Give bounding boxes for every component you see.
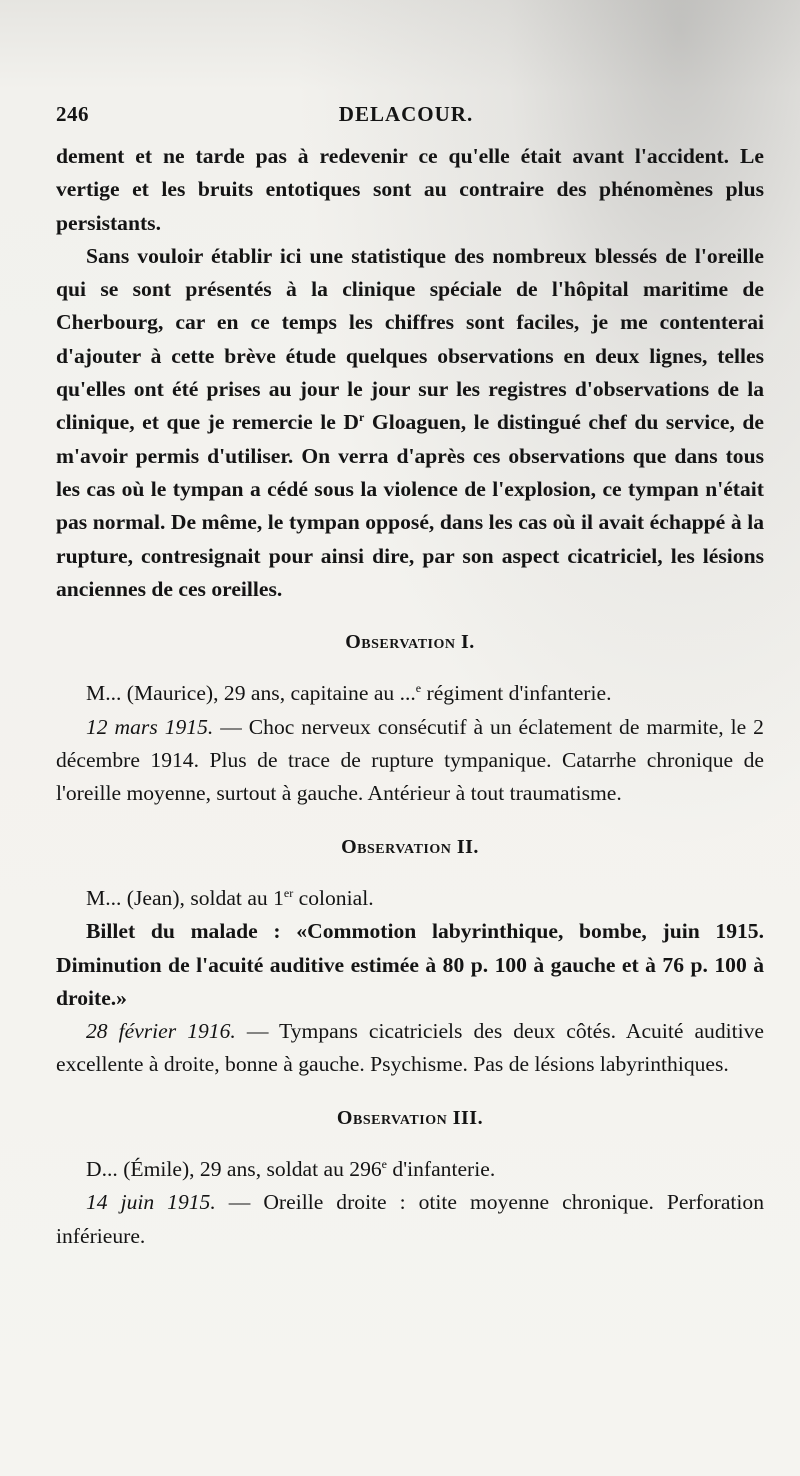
entry-date: 12 mars 1915.: [86, 714, 214, 739]
patient-unit: d'infanterie.: [387, 1157, 496, 1182]
paragraph-statistics-part2: Gloaguen, le distingué chef du service, de m'avoir permis d'utiliser. On verra d'après ces observations que dans tous les cas où le tympan a cédé sous la violence de l'explosion, ce tympan n'était pas normal. De même, le tympan opposé, dans les cas où il avait échappé à la rupture, contresignait pour ainsi dire, par son aspect cicatriciel, les lésions anciennes de ces oreilles.: [56, 410, 765, 601]
patient-name: M... (Maurice), 29 ans, capitaine au ...: [86, 681, 416, 706]
body-text: [56, 140, 764, 1253]
observation-heading-3: Observation III.: [336, 1106, 484, 1129]
paragraph-statistics-part1: Sans vouloir établir ici une statistique des nombreux blessés de l'oreille qui se sont présentés à la clinique spéciale de l'hôpital maritime de Cherbourg, car en ce temps les chiffres sont faciles, je me contenterai d'ajouter à cette brève étude quelques observations en deux lignes, telles qu'elles ont été prises au jour le jour sur les registres d'observations de la clinique, et que je remercie le D: [56, 243, 764, 435]
entry-text: — Choc nerveux consécutif à un éclatement de marmite, le 2 décembre 1914. Plus de trace de rupture tympanique. Catarrhe chronique de l'oreille moyenne, surtout à gauche. Antérieur à tout traumatisme.: [56, 714, 764, 806]
observation-heading-1: Observation I.: [345, 631, 475, 654]
page-number: 246: [56, 102, 89, 126]
page-header: [56, 102, 756, 132]
observation-2-note: Billet du malade : «Commotion labyrinthique, bombe, juin 1915. Diminution de l'acuité auditive estimée à 80 p. 100 à gauche et à 76 p. 100 à droite.»: [56, 919, 764, 1010]
superscript: e: [415, 681, 422, 696]
observation-1-patient: [56, 677, 764, 710]
patient-unit: colonial.: [293, 885, 374, 910]
observation-heading-2: Observation II.: [341, 835, 479, 858]
patient-name: D... (Émile), 29 ans, soldat au 296: [86, 1157, 382, 1182]
observation-2-entry: [56, 1015, 764, 1082]
running-title: DELACOUR.: [338, 102, 474, 126]
observation-1-entry: [56, 711, 764, 811]
observation-2-patient: [56, 882, 764, 915]
patient-unit: régiment d'infanterie.: [421, 681, 612, 706]
paragraph-continuation: dement et ne tarde pas à redevenir ce qu'elle était avant l'accident. Le vertige et les bruits entotiques sont au contraire des phénomènes plus persistants.: [56, 144, 764, 235]
entry-date: 28 février 1916.: [86, 1019, 236, 1044]
entry-text: — Tympans cicatriciels des deux côtés. Acuité auditive excellente à droite, bonne à gauche. Psychisme. Pas de lésions labyrinthiques.: [56, 1019, 764, 1077]
observation-3-entry: [56, 1186, 764, 1253]
patient-name: M... (Jean), soldat au 1: [86, 885, 284, 910]
superscript: e: [381, 1156, 387, 1171]
observation-3-patient: [56, 1153, 764, 1186]
entry-date: 14 juin 1915.: [86, 1190, 216, 1215]
superscript: r: [359, 410, 365, 425]
entry-text: — Oreille droite : otite moyenne chronique. Perforation inférieure.: [56, 1190, 765, 1248]
superscript: er: [283, 885, 294, 900]
paragraph-statistics: [56, 240, 764, 606]
